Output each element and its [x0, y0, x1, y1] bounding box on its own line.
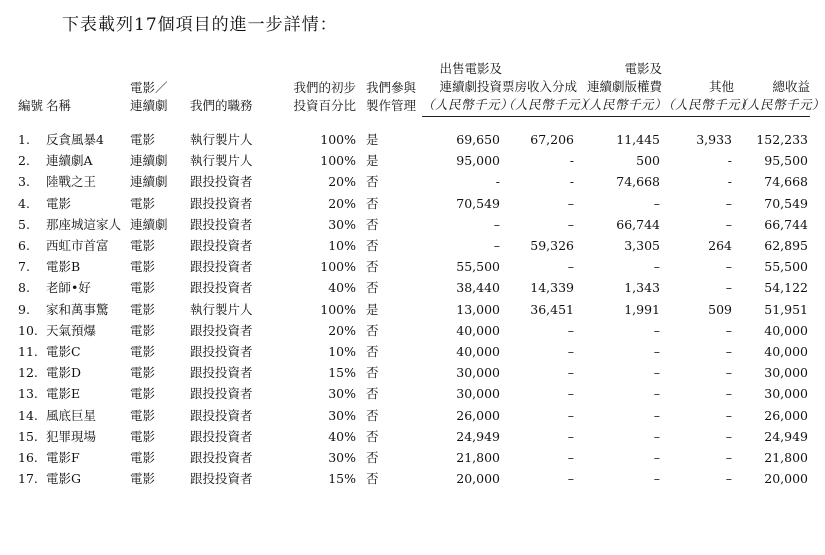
cell-name: 電影G [46, 471, 81, 487]
cell-rights: – [653, 386, 660, 402]
cell-pct: 100% [320, 153, 356, 169]
cell-type: 連續劇 [130, 153, 168, 169]
cell-box: – [567, 450, 574, 466]
cell-invest: 95,000 [456, 153, 500, 169]
cell-pct: 15% [328, 471, 356, 487]
cell-mgmt: 否 [366, 386, 379, 402]
cell-box: 67,206 [530, 132, 574, 147]
cell-name: 犯罪現場 [46, 428, 97, 444]
cell-role: 跟投投資者 [190, 344, 253, 360]
cell-type: 電影 [130, 322, 156, 338]
table-row [18, 320, 810, 341]
header-box: 票房收入分成 （人民幣千元） [502, 60, 576, 117]
cell-total: 152,233 [756, 132, 808, 147]
cell-type: 電影 [130, 195, 156, 211]
header-type: 電影／ 連續劇 [130, 79, 168, 113]
cell-other: – [725, 365, 732, 381]
table-row [18, 214, 810, 235]
header-invest: 出售電影及 連續劇投資 （人民幣千元） [422, 60, 502, 117]
cell-pct: 15% [328, 365, 356, 381]
cell-invest: 40,000 [456, 344, 500, 360]
header-mgmt: 我們參與 製作管理 [366, 79, 417, 113]
cell-no: 17. [18, 471, 38, 487]
cell-other: - [727, 174, 732, 190]
cell-other: – [725, 450, 732, 466]
cell-rights: 1,991 [624, 301, 660, 317]
cell-name: 電影E [46, 386, 81, 402]
cell-invest: 24,949 [456, 428, 500, 444]
cell-box: – [567, 322, 574, 338]
cell-pct: 10% [328, 344, 356, 360]
cell-invest: 26,000 [456, 407, 500, 423]
cell-total: 51,951 [764, 301, 808, 317]
cell-role: 跟投投資者 [190, 386, 253, 402]
cell-mgmt: 否 [366, 407, 379, 423]
cell-box: 36,451 [530, 301, 574, 317]
cell-no: 10. [18, 322, 38, 338]
cell-role: 跟投投資者 [190, 471, 253, 487]
table-row [18, 171, 810, 192]
cell-role: 跟投投資者 [190, 407, 253, 423]
cell-mgmt: 否 [366, 280, 379, 296]
cell-mgmt: 是 [366, 153, 379, 169]
cell-total: 30,000 [764, 386, 808, 402]
cell-other: – [725, 471, 732, 487]
cell-no: 5. [18, 216, 30, 232]
cell-rights: 11,445 [616, 132, 660, 147]
cell-rights: – [653, 450, 660, 466]
cell-rights: 74,668 [616, 174, 660, 190]
cell-rights: – [653, 428, 660, 444]
cell-type: 連續劇 [130, 216, 168, 232]
cell-box: – [567, 471, 574, 487]
cell-role: 執行製片人 [190, 301, 253, 317]
cell-invest: 30,000 [456, 386, 500, 402]
cell-role: 執行製片人 [190, 153, 253, 169]
table-row [18, 341, 810, 362]
cell-total: 66,744 [764, 216, 808, 232]
cell-name: 反貪風暴4 [46, 132, 104, 147]
cell-invest: 69,650 [456, 132, 500, 147]
cell-box: 14,339 [530, 280, 574, 296]
cell-name: 電影F [46, 450, 80, 466]
cell-no: 16. [18, 450, 38, 466]
cell-role: 跟投投資者 [190, 216, 253, 232]
cell-type: 電影 [130, 386, 156, 402]
cell-other: – [725, 344, 732, 360]
cell-pct: 10% [328, 238, 356, 254]
table-row [18, 383, 810, 404]
cell-type: 電影 [130, 450, 156, 466]
cell-role: 跟投投資者 [190, 174, 253, 190]
cell-pct: 100% [320, 132, 356, 147]
cell-other: – [725, 386, 732, 402]
cell-role: 跟投投資者 [190, 259, 253, 275]
table-row [18, 447, 810, 468]
cell-role: 跟投投資者 [190, 238, 253, 254]
cell-invest: 30,000 [456, 365, 500, 381]
cell-name: 天氣預爆 [46, 322, 97, 338]
cell-box: – [567, 386, 574, 402]
cell-rights: – [653, 259, 660, 275]
cell-total: 40,000 [764, 322, 808, 338]
cell-no: 8. [18, 280, 30, 296]
cell-no: 12. [18, 365, 38, 381]
cell-name: 電影B [46, 259, 81, 275]
table-row [18, 235, 810, 256]
header-no: 編號 [18, 97, 44, 113]
header-other: 其他 （人民幣千元） [662, 60, 734, 117]
cell-name: 風底巨星 [46, 407, 97, 423]
cell-name: 陸戰之王 [46, 174, 97, 190]
cell-other: – [725, 322, 732, 338]
cell-mgmt: 否 [366, 216, 379, 232]
cell-name: 電影C [46, 344, 81, 360]
cell-type: 電影 [130, 132, 156, 147]
cell-rights: 3,305 [624, 238, 660, 254]
cell-mgmt: 是 [366, 132, 379, 147]
cell-pct: 20% [328, 195, 356, 211]
cell-pct: 40% [328, 428, 356, 444]
cell-box: – [567, 195, 574, 211]
table-row [18, 362, 810, 383]
cell-pct: 30% [328, 216, 356, 232]
cell-role: 跟投投資者 [190, 322, 253, 338]
cell-rights: – [653, 322, 660, 338]
table-row [18, 277, 810, 298]
cell-other: - [727, 153, 732, 169]
cell-role: 跟投投資者 [190, 195, 253, 211]
cell-name: 那座城這家人 [46, 216, 122, 232]
cell-invest: - [495, 174, 500, 190]
cell-other: – [725, 407, 732, 423]
cell-role: 跟投投資者 [190, 365, 253, 381]
cell-mgmt: 否 [366, 259, 379, 275]
cell-total: 70,549 [764, 195, 808, 211]
cell-total: 62,895 [764, 238, 808, 254]
cell-no: 9. [18, 301, 30, 317]
cell-box: – [567, 216, 574, 232]
cell-role: 跟投投資者 [190, 280, 253, 296]
cell-box: – [567, 428, 574, 444]
cell-other: – [725, 195, 732, 211]
cell-other: – [725, 280, 732, 296]
cell-pct: 40% [328, 280, 356, 296]
cell-pct: 20% [328, 174, 356, 190]
header-rights: 電影及 連續劇版權費 （人民幣千元） [576, 60, 662, 117]
cell-no: 6. [18, 238, 30, 254]
cell-rights: 66,744 [616, 216, 660, 232]
cell-total: 30,000 [764, 365, 808, 381]
cell-name: 西虹市首富 [46, 238, 109, 254]
cell-no: 7. [18, 259, 30, 275]
cell-type: 電影 [130, 407, 156, 423]
cell-pct: 30% [328, 386, 356, 402]
cell-role: 執行製片人 [190, 132, 253, 147]
cell-total: 20,000 [764, 471, 808, 487]
cell-invest: 38,440 [456, 280, 500, 296]
cell-mgmt: 否 [366, 344, 379, 360]
cell-type: 電影 [130, 428, 156, 444]
table-header [18, 60, 825, 117]
cell-other: 3,933 [696, 132, 732, 147]
cell-invest: 70,549 [456, 195, 500, 211]
cell-invest: 21,800 [456, 450, 500, 466]
cell-other: – [725, 216, 732, 232]
intro-text: 下表載列17個項目的進一步詳情： [62, 15, 338, 35]
cell-pct: 30% [328, 450, 356, 466]
header-pct: 我們的初步 投資百分比 [293, 79, 356, 113]
cell-pct: 20% [328, 322, 356, 338]
cell-no: 13. [18, 386, 38, 402]
table-row [18, 150, 810, 171]
cell-name: 電影 [46, 195, 72, 211]
cell-invest: 20,000 [456, 471, 500, 487]
cell-name: 老師•好 [46, 280, 91, 296]
table-row [18, 299, 810, 320]
table-row [18, 468, 810, 489]
cell-type: 電影 [130, 259, 156, 275]
cell-pct: 100% [320, 259, 356, 275]
header-role: 我們的職務 [190, 97, 253, 113]
table-row [18, 193, 810, 214]
cell-pct: 100% [320, 301, 356, 317]
cell-mgmt: 否 [366, 238, 379, 254]
cell-rights: – [653, 471, 660, 487]
cell-invest: 55,500 [456, 259, 500, 275]
cell-type: 電影 [130, 280, 156, 296]
cell-rights: – [653, 407, 660, 423]
cell-pct: 30% [328, 407, 356, 423]
cell-total: 54,122 [764, 280, 808, 296]
cell-role: 跟投投資者 [190, 428, 253, 444]
cell-box: – [567, 344, 574, 360]
cell-type: 電影 [130, 471, 156, 487]
cell-type: 電影 [130, 301, 156, 317]
cell-role: 跟投投資者 [190, 450, 253, 466]
table-body [18, 117, 810, 490]
cell-mgmt: 否 [366, 195, 379, 211]
project-table [18, 60, 825, 489]
cell-mgmt: 否 [366, 428, 379, 444]
cell-type: 電影 [130, 238, 156, 254]
cell-mgmt: 否 [366, 471, 379, 487]
cell-no: 3. [18, 174, 30, 190]
cell-invest: 13,000 [456, 301, 500, 317]
cell-no: 1. [18, 132, 30, 147]
cell-rights: 500 [636, 153, 660, 169]
cell-rights: – [653, 195, 660, 211]
cell-mgmt: 否 [366, 450, 379, 466]
table-row [18, 256, 810, 277]
table-row [18, 426, 810, 447]
cell-invest: – [493, 216, 500, 232]
cell-other: – [725, 428, 732, 444]
table-row [18, 405, 810, 426]
cell-total: 26,000 [764, 407, 808, 423]
cell-name: 家和萬事驚 [46, 301, 109, 317]
cell-type: 電影 [130, 344, 156, 360]
header-total: 總收益 （人民幣千元） [734, 60, 810, 117]
cell-total: 21,800 [764, 450, 808, 466]
cell-total: 55,500 [764, 259, 808, 275]
cell-box: – [567, 407, 574, 423]
cell-total: 24,949 [764, 428, 808, 444]
cell-other: – [725, 259, 732, 275]
cell-no: 11. [18, 344, 38, 360]
cell-box: 59,326 [530, 238, 574, 254]
cell-box: – [567, 259, 574, 275]
header-name: 名稱 [46, 97, 72, 113]
cell-no: 14. [18, 407, 38, 423]
cell-mgmt: 否 [366, 174, 379, 190]
cell-other: 509 [708, 301, 732, 317]
cell-invest: – [493, 238, 500, 254]
table-row [18, 129, 810, 150]
cell-total: 74,668 [764, 174, 808, 190]
cell-no: 2. [18, 153, 30, 169]
cell-name: 連續劇A [46, 153, 93, 169]
cell-total: 40,000 [764, 344, 808, 360]
cell-no: 15. [18, 428, 38, 444]
cell-box: - [569, 174, 574, 190]
cell-no: 4. [18, 195, 30, 211]
cell-mgmt: 否 [366, 322, 379, 338]
cell-type: 連續劇 [130, 174, 168, 190]
cell-rights: – [653, 344, 660, 360]
cell-other: 264 [708, 238, 732, 254]
cell-rights: – [653, 365, 660, 381]
cell-type: 電影 [130, 365, 156, 381]
cell-mgmt: 否 [366, 365, 379, 381]
cell-box: – [567, 365, 574, 381]
cell-mgmt: 是 [366, 301, 379, 317]
cell-total: 95,500 [764, 153, 808, 169]
cell-invest: 40,000 [456, 322, 500, 338]
cell-box: - [569, 153, 574, 169]
cell-name: 電影D [46, 365, 82, 381]
cell-rights: 1,343 [624, 280, 660, 296]
